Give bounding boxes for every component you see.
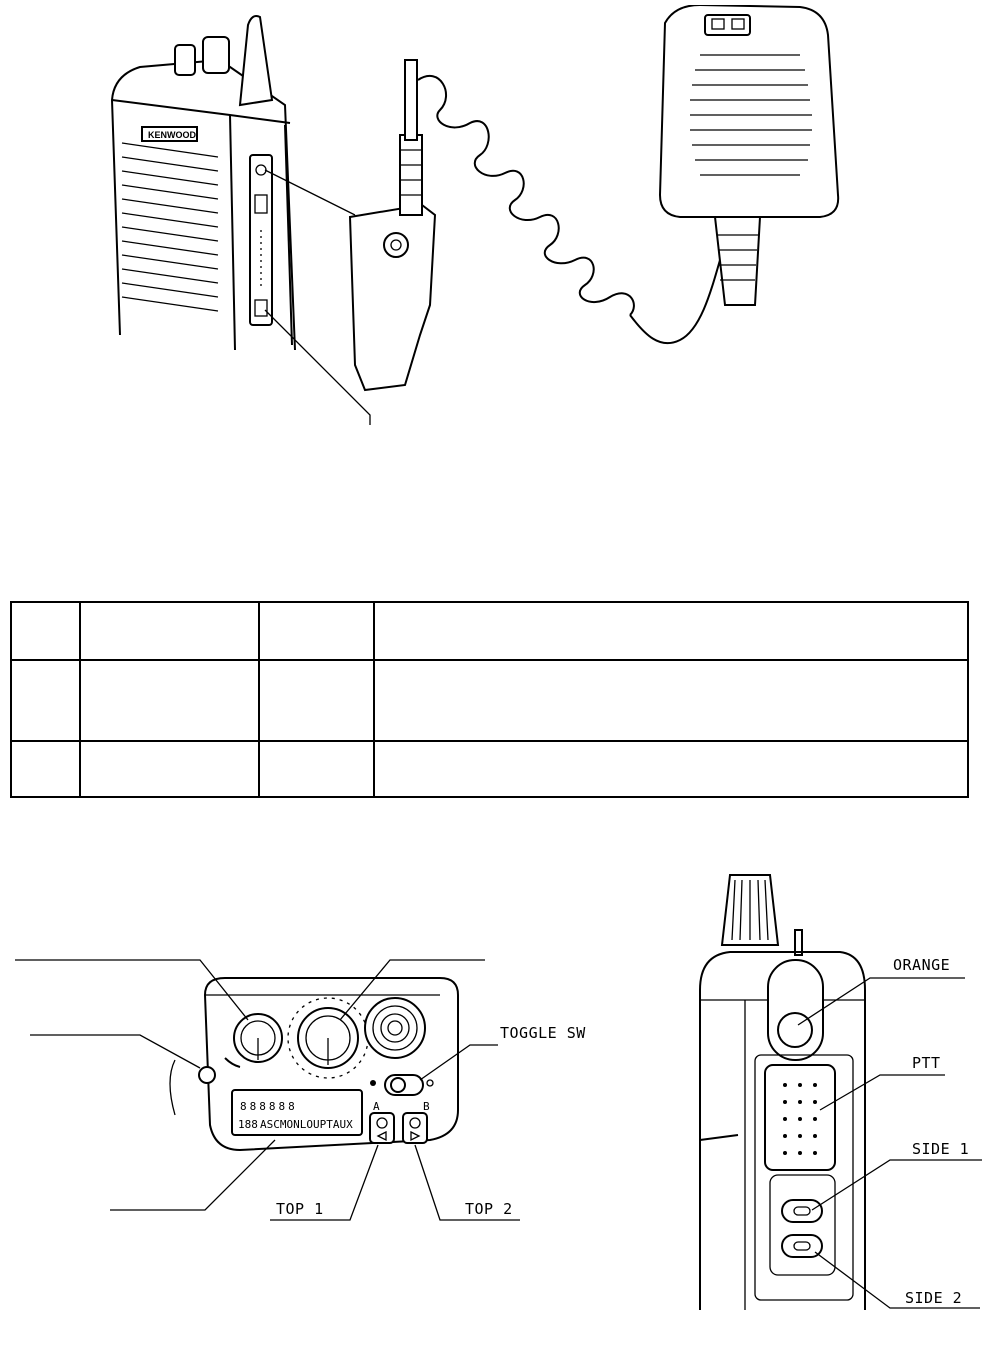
radio-body — [112, 16, 295, 350]
toggle-sw-label: TOGGLE SW — [500, 1024, 586, 1042]
radio-top-view-diagram — [0, 940, 620, 1240]
table-cell — [259, 602, 374, 660]
table-cell — [80, 660, 259, 741]
speaker-microphone — [660, 5, 838, 305]
table-cell — [374, 660, 968, 741]
channel-knob — [234, 1014, 282, 1062]
top2-button[interactable] — [403, 1113, 427, 1143]
table-cell — [11, 602, 80, 660]
ptt-button[interactable] — [765, 1065, 835, 1170]
spec-table — [10, 601, 969, 798]
side1-label: SIDE 1 — [912, 1140, 970, 1158]
table-cell — [80, 741, 259, 797]
brand-label: KENWOOD — [148, 130, 196, 140]
table-row — [11, 602, 968, 660]
table-cell — [259, 660, 374, 741]
table-row — [11, 741, 968, 797]
table-cell — [80, 602, 259, 660]
lcd-display — [232, 1090, 362, 1135]
side2-label: SIDE 2 — [905, 1289, 963, 1307]
table-cell — [259, 741, 374, 797]
volume-knob — [288, 998, 368, 1078]
top1-label: TOP 1 — [276, 1200, 324, 1218]
mic-connector-plug — [350, 60, 435, 390]
key-b-label: B — [423, 1100, 430, 1113]
lcd-digits: 888888 — [240, 1100, 298, 1113]
top1-button[interactable] — [370, 1113, 394, 1143]
top2-label: TOP 2 — [465, 1200, 513, 1218]
orange-label: ORANGE — [893, 956, 951, 974]
table-cell — [11, 741, 80, 797]
orange-button[interactable] — [768, 960, 823, 1060]
table-cell — [11, 660, 80, 741]
lcd-prefix: 188 — [238, 1118, 258, 1131]
indicator-led — [199, 1067, 215, 1083]
table-row — [11, 660, 968, 741]
lcd-indicators: ASCMONLOUPTAUX — [260, 1118, 353, 1131]
ptt-label: PTT — [912, 1054, 941, 1072]
radio-with-speaker-mic-illustration — [100, 5, 860, 430]
key-a-label: A — [373, 1100, 380, 1113]
radio-side-view-diagram — [690, 870, 990, 1330]
table-cell — [374, 602, 968, 660]
side1-button[interactable] — [782, 1200, 822, 1222]
antenna-base — [365, 998, 425, 1058]
side2-button[interactable] — [782, 1235, 822, 1257]
table-cell — [374, 741, 968, 797]
